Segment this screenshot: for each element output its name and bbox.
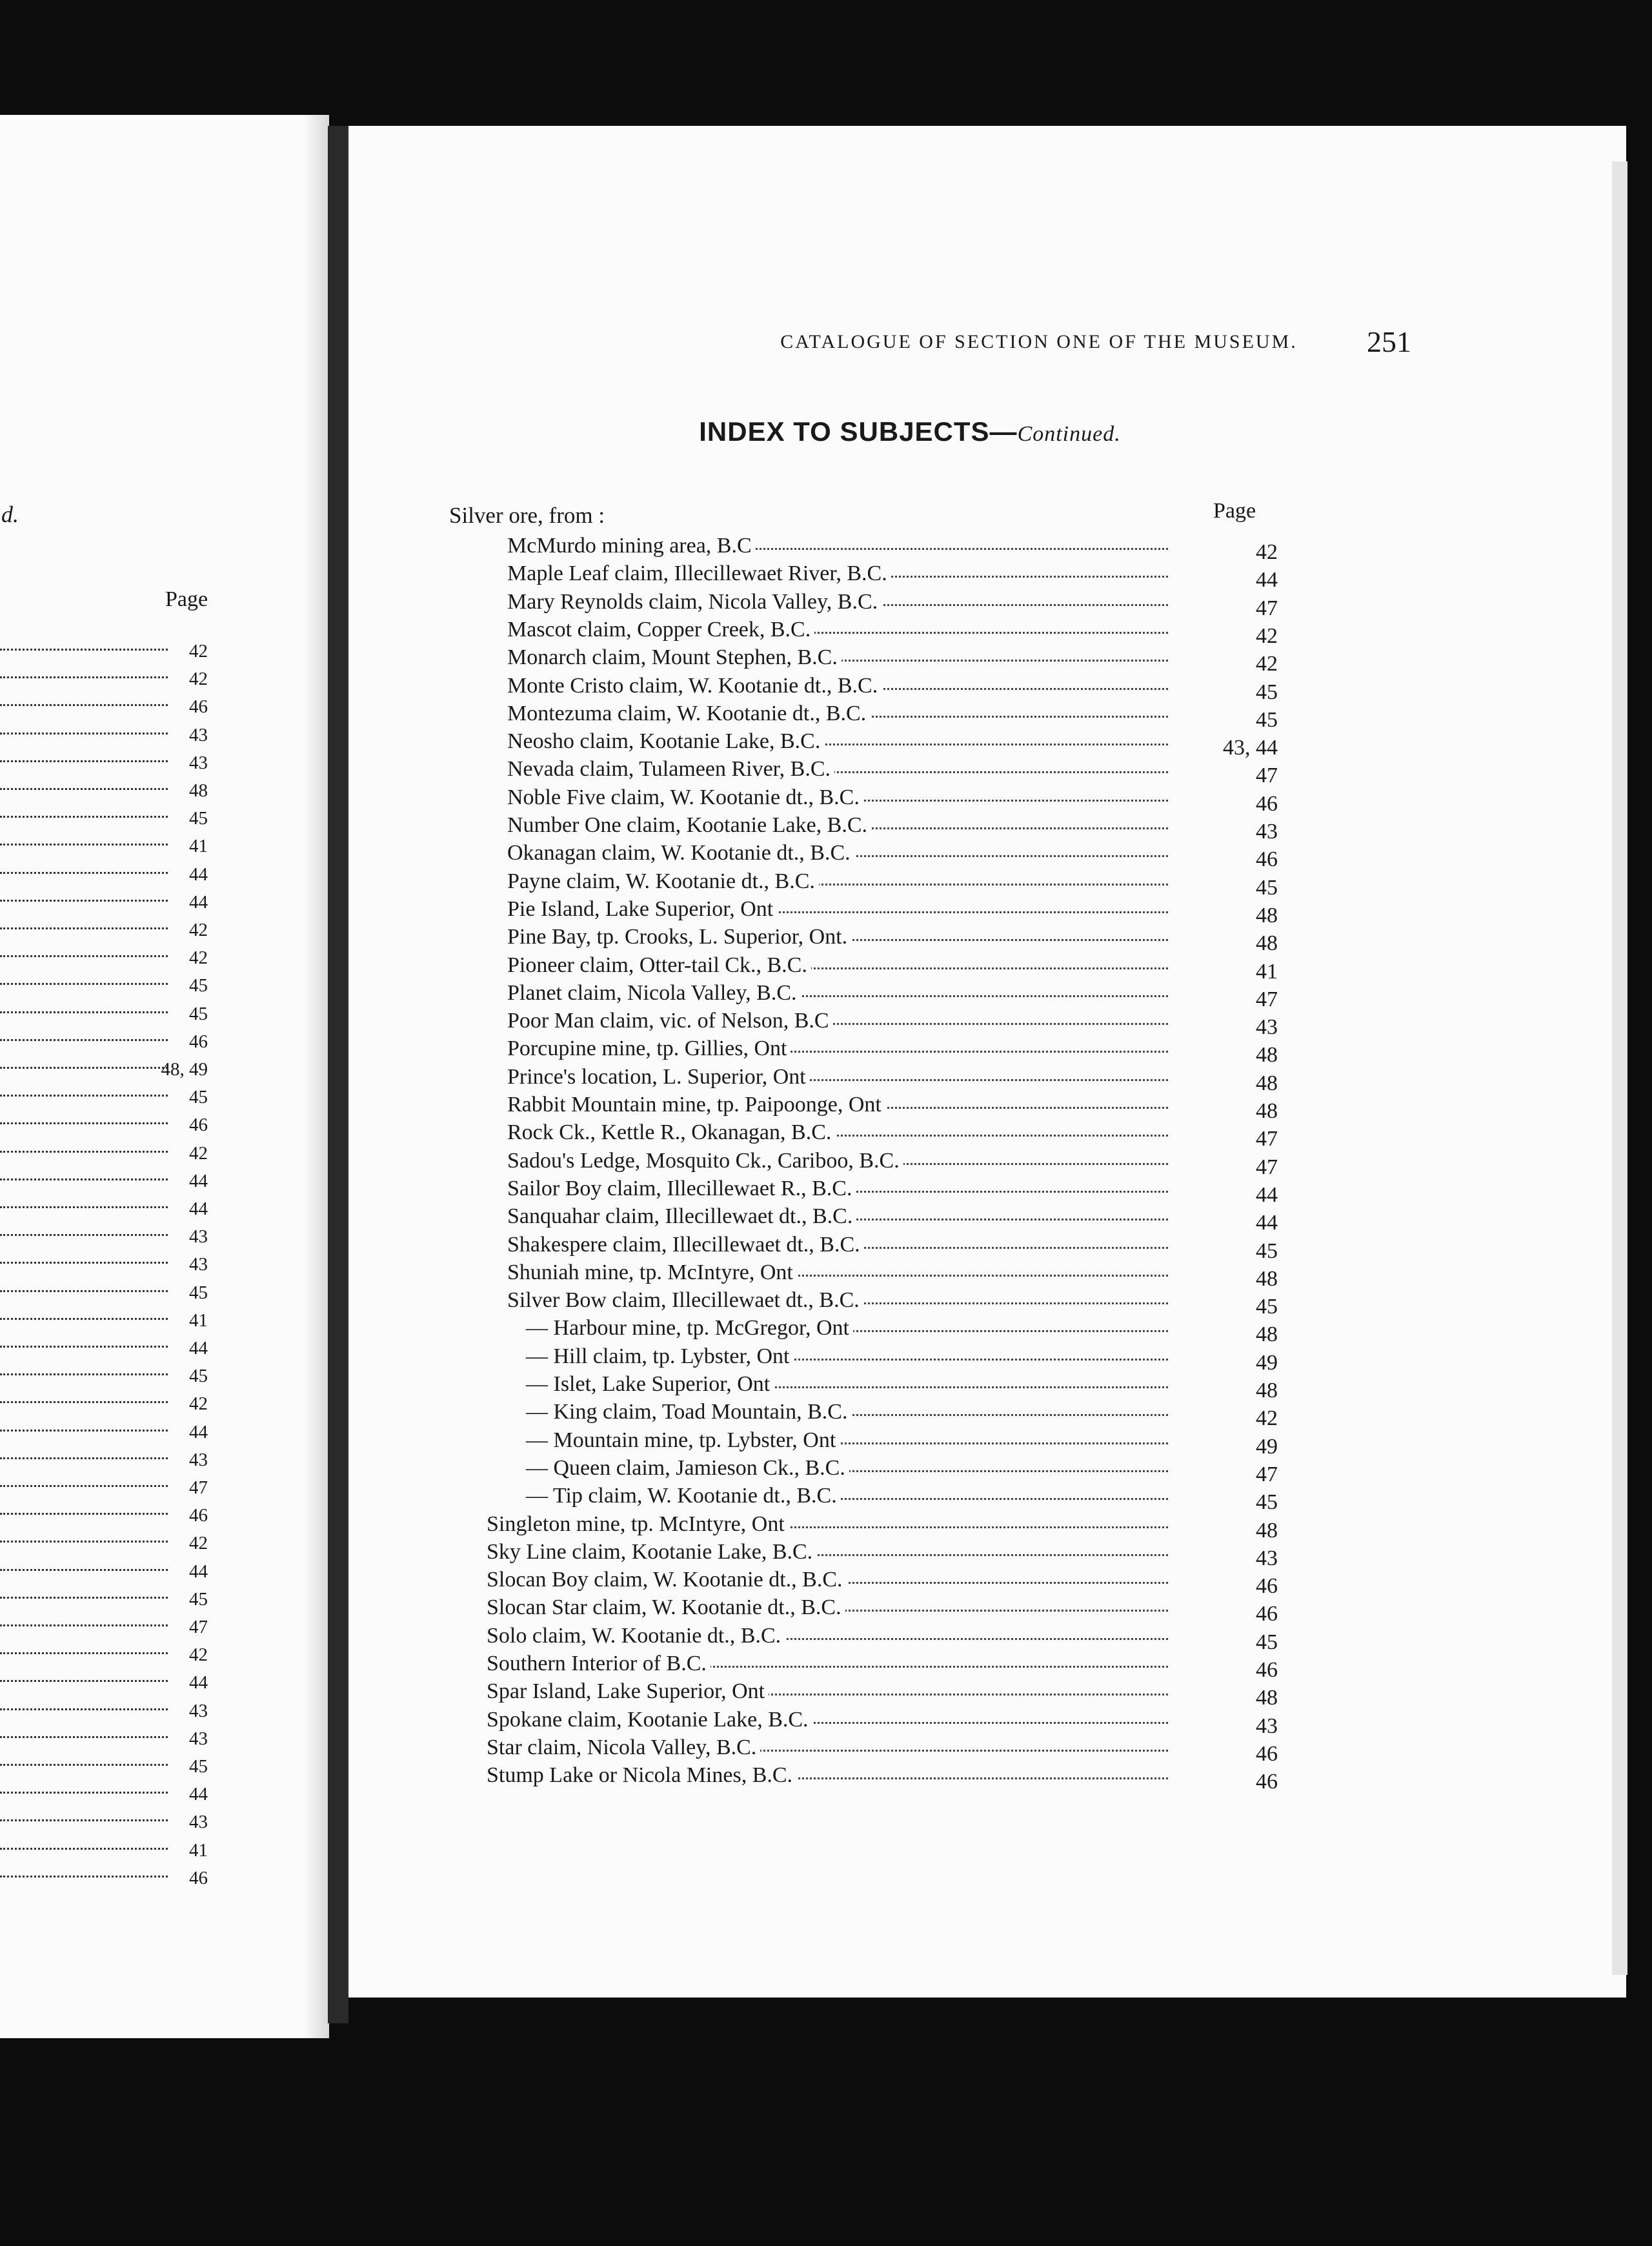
left-page-row [0, 1059, 208, 1085]
index-entry-label: — Hill claim, tp. Lybster, Ont [526, 1344, 793, 1369]
left-page-number: 48, 49 [161, 1059, 208, 1080]
left-page-row [0, 1004, 208, 1029]
index-entry [348, 896, 1278, 927]
page-column-header: Page [1213, 499, 1256, 523]
dot-leader [0, 1067, 168, 1069]
index-entry-label: Maple Leaf claim, Illecillewaet River, B.C. [507, 562, 891, 586]
left-page-number: 46 [189, 1867, 208, 1888]
index-entry-label: Montezuma claim, W. Kootanie dt., B.C. [507, 702, 870, 726]
left-page-row [0, 1087, 208, 1113]
dot-leader [0, 1848, 168, 1850]
index-entry-label: Southern Interior of B.C. [487, 1652, 710, 1676]
index-entry [348, 1539, 1278, 1570]
index-entry-label: Prince's location, L. Superior, Ont [507, 1065, 810, 1089]
index-entry [348, 729, 1278, 760]
dot-leader [0, 1541, 168, 1543]
dot-leader [0, 1318, 168, 1320]
index-entry-label: Slocan Star claim, W. Kootanie dt., B.C. [487, 1595, 845, 1620]
index-entry-label: Payne claim, W. Kootanie dt., B.C. [507, 869, 819, 894]
index-entry [348, 562, 1278, 592]
index-entry-label: Pioneer claim, Otter-tail Ck., B.C. [507, 953, 811, 978]
index-entry-label: Monarch claim, Mount Stephen, B.C. [507, 645, 841, 670]
index-entry-page: 48 [1256, 1071, 1278, 1095]
left-page-row [0, 753, 208, 778]
dot-leader [0, 760, 168, 762]
right-page-edge [1612, 161, 1627, 1975]
index-entry-page: 45 [1256, 875, 1278, 900]
index-entry [348, 1568, 1278, 1599]
index-entry [348, 1148, 1278, 1179]
left-page-number: 43 [189, 1700, 208, 1721]
index-entry-page: 43, 44 [1223, 736, 1278, 760]
left-page-number: 42 [189, 1644, 208, 1666]
left-page-row [0, 1450, 208, 1475]
left-page-row [0, 1505, 208, 1531]
left-page [0, 115, 328, 2038]
dot-leader [0, 1039, 168, 1041]
left-page-row [0, 1254, 208, 1280]
index-entry [348, 1400, 1278, 1431]
index-entry [348, 1288, 1278, 1319]
index-entry-page: 43 [1256, 1015, 1278, 1040]
index-entry-label: McMurdo mining area, B.C [507, 534, 756, 558]
left-page-number: 44 [189, 891, 208, 913]
index-entry-page: 48 [1256, 1266, 1278, 1291]
left-page-row [0, 1338, 208, 1364]
index-entry-label: Singleton mine, tp. McIntyre, Ont [487, 1512, 789, 1537]
index-entry-label: Neosho claim, Kootanie Lake, B.C. [507, 729, 824, 754]
dot-leader [0, 1652, 168, 1654]
left-page-number: 45 [189, 1588, 208, 1610]
index-entry [348, 617, 1278, 648]
index-entry-label: Poor Man claim, vic. of Nelson, B.C [507, 1009, 833, 1033]
left-page-row [0, 864, 208, 890]
index-entry-label: Sailor Boy claim, Illecillewaet R., B.C. [507, 1177, 856, 1201]
left-page-number: 46 [189, 1031, 208, 1052]
index-entry-page: 48 [1256, 903, 1278, 927]
index-entry-label: — King claim, Toad Mountain, B.C. [526, 1400, 851, 1424]
index-entry-page: 48 [1256, 1322, 1278, 1347]
index-entry-label: Spar Island, Lake Superior, Ont [487, 1679, 769, 1704]
index-entry-page: 48 [1256, 1043, 1278, 1067]
index-entry-page: 47 [1256, 1155, 1278, 1179]
index-entry-label: Planet claim, Nicola Valley, B.C. [507, 981, 801, 1006]
left-page-row [0, 1812, 208, 1837]
left-page-number: 45 [189, 975, 208, 997]
left-page-row [0, 1840, 208, 1866]
left-page-row [0, 892, 208, 918]
left-page-row [0, 1199, 208, 1224]
index-entry-label: Nevada claim, Tulameen River, B.C. [507, 757, 834, 782]
left-page-row [0, 1617, 208, 1643]
dot-leader [0, 733, 168, 734]
left-page-number: 42 [189, 920, 208, 940]
index-entry-label: — Harbour mine, tp. McGregor, Ont [526, 1316, 853, 1341]
index-entry [348, 1652, 1278, 1682]
dot-leader [0, 1569, 168, 1571]
left-page-row [0, 1031, 208, 1057]
index-entry-label: Sanquahar claim, Illecillewaet dt., B.C. [507, 1204, 856, 1229]
index-entry [348, 1204, 1278, 1235]
left-page-number: 43 [189, 1226, 208, 1248]
left-page-row [0, 920, 208, 946]
dot-leader [0, 1819, 168, 1821]
left-page-number: 43 [189, 1812, 208, 1833]
dot-leader [0, 1179, 168, 1180]
left-page-number: 46 [189, 1115, 208, 1136]
dot-leader [0, 1234, 168, 1236]
left-page-row [0, 975, 208, 1001]
dot-leader [0, 1401, 168, 1403]
dot-leader [0, 844, 168, 845]
index-entry-page: 44 [1256, 1182, 1278, 1207]
dot-leader [0, 900, 168, 902]
index-entry [348, 1428, 1278, 1459]
dot-leader [0, 1262, 168, 1264]
left-page-row [0, 808, 208, 834]
index-entry [348, 673, 1278, 704]
dot-leader [0, 1708, 168, 1710]
left-page-row [0, 1672, 208, 1698]
index-entry [348, 534, 1278, 564]
dot-leader [0, 676, 168, 678]
index-entry-label: Slocan Boy claim, W. Kootanie dt., B.C. [487, 1568, 847, 1592]
index-entry [348, 869, 1278, 900]
index-entry [348, 813, 1278, 844]
left-page-number: 41 [189, 836, 208, 857]
index-entry-page: 47 [1256, 764, 1278, 788]
left-page-number: 45 [189, 1282, 208, 1303]
dot-leader [0, 1373, 168, 1375]
index-entry-label: Mary Reynolds claim, Nicola Valley, B.C. [507, 590, 881, 614]
left-page-row [0, 1366, 208, 1391]
left-page-row [0, 947, 208, 973]
section-heading: Silver ore, from : [449, 503, 605, 528]
left-page-row [0, 1282, 208, 1308]
left-page-number: 46 [189, 1505, 208, 1526]
dot-leader [0, 1876, 168, 1877]
index-entry-page: 46 [1256, 1602, 1278, 1626]
index-entry-page: 45 [1256, 1295, 1278, 1319]
index-entry-label: Pine Bay, tp. Crooks, L. Superior, Ont. [507, 925, 851, 949]
dot-leader [0, 1485, 168, 1487]
index-entry [348, 785, 1278, 816]
left-page-row [0, 1784, 208, 1810]
index-entry [348, 1763, 1278, 1794]
index-entry-page: 41 [1256, 959, 1278, 984]
index-title-main: INDEX TO SUBJECTS— [699, 416, 1018, 447]
left-page-row [0, 1143, 208, 1169]
index-entry-page: 45 [1256, 1239, 1278, 1263]
dot-leader [0, 1346, 168, 1348]
index-entry [348, 1344, 1278, 1375]
left-page-row [0, 1171, 208, 1197]
index-entry [348, 1707, 1278, 1738]
index-entry-label: — Islet, Lake Superior, Ont [526, 1372, 774, 1397]
left-page-row [0, 725, 208, 751]
dot-leader [0, 1095, 168, 1097]
left-page-row [0, 1868, 208, 1894]
index-entry [348, 1316, 1278, 1347]
dot-leader [0, 927, 168, 929]
left-page-number: 42 [189, 1393, 208, 1415]
index-entry-label: Shakespere claim, Illecillewaet dt., B.C. [507, 1233, 864, 1257]
left-page-row [0, 669, 208, 694]
left-page-number: 47 [189, 1477, 208, 1498]
index-entry [348, 589, 1278, 620]
index-title-continued: Continued. [1017, 422, 1121, 446]
index-entry-page: 43 [1256, 1714, 1278, 1738]
dot-leader [0, 1011, 168, 1013]
index-entry [348, 1093, 1278, 1123]
left-page-row [0, 836, 208, 862]
dot-leader [0, 1206, 168, 1208]
left-page-column-header: Page [165, 587, 208, 611]
index-entry-page: 48 [1256, 931, 1278, 956]
index-entry [348, 757, 1278, 788]
dot-leader [0, 649, 168, 651]
index-entry-page: 43 [1256, 820, 1278, 844]
index-entry [348, 645, 1278, 676]
left-page-number: 45 [189, 808, 208, 829]
index-entry-label: Sky Line claim, Kootanie Lake, B.C. [487, 1540, 816, 1564]
left-page-number: 42 [189, 641, 208, 662]
index-entry-label: Shuniah mine, tp. McIntyre, Ont [507, 1260, 797, 1285]
dot-leader [0, 1624, 168, 1626]
left-page-number: 43 [189, 1449, 208, 1470]
left-page-number: 44 [189, 1199, 208, 1219]
dot-leader [0, 704, 168, 706]
dot-leader [0, 816, 168, 818]
left-page-row [0, 1701, 208, 1726]
left-page-number: 46 [189, 696, 208, 718]
running-head: CATALOGUE OF SECTION ONE OF THE MUSEUM. [780, 331, 1298, 352]
index-entry-page: 47 [1256, 1127, 1278, 1151]
left-page-number: 42 [189, 669, 208, 690]
left-page-row [0, 641, 208, 667]
dot-leader [0, 1513, 168, 1515]
index-entry-label: — Queen claim, Jamieson Ck., B.C. [526, 1456, 849, 1481]
left-page-number: 42 [189, 1142, 208, 1164]
index-entry-page: 42 [1256, 623, 1278, 648]
index-entry [348, 1009, 1278, 1040]
index-entry [348, 1037, 1278, 1067]
index-entry-label: Stump Lake or Nicola Mines, B.C. [487, 1763, 796, 1788]
dot-leader [0, 1151, 168, 1153]
index-entry-page: 47 [1256, 1462, 1278, 1486]
left-page-number: 41 [189, 1839, 208, 1861]
index-entry-page: 48 [1256, 1379, 1278, 1402]
dot-leader [0, 1792, 168, 1794]
index-entry-page: 46 [1256, 1770, 1278, 1794]
index-entry-page: 48 [1256, 1518, 1278, 1543]
index-title [626, 416, 1194, 447]
dot-leader [0, 1430, 168, 1432]
left-page-number: 44 [189, 1421, 208, 1442]
left-page-row [0, 1477, 208, 1503]
index-entry-page: 44 [1256, 1211, 1278, 1235]
index-entry-label: Okanagan claim, W. Kootanie dt., B.C. [507, 841, 854, 865]
index-entry-page: 48 [1256, 1099, 1278, 1123]
index-entry-page: 45 [1256, 1490, 1278, 1515]
index-entry-label: Silver Bow claim, Illecillewaet dt., B.C. [507, 1288, 863, 1313]
index-entry-page: 47 [1256, 596, 1278, 620]
index-entry-label: Pie Island, Lake Superior, Ont [507, 897, 777, 922]
dot-leader [0, 1290, 168, 1292]
left-page-number: 43 [189, 724, 208, 745]
index-entry-page: 47 [1256, 987, 1278, 1011]
index-entry-label: Spokane claim, Kootanie Lake, B.C. [487, 1708, 812, 1732]
index-entry [348, 841, 1278, 872]
left-page-number: 42 [189, 1533, 208, 1554]
dot-leader [0, 1736, 168, 1738]
left-page-row [0, 1644, 208, 1670]
left-page-number: 43 [189, 1254, 208, 1275]
index-entry-page: 45 [1256, 680, 1278, 704]
index-entry [348, 1176, 1278, 1207]
left-page-row [0, 1115, 208, 1140]
dot-leader [0, 1764, 168, 1766]
dot-leader [0, 1457, 168, 1459]
left-page-edge-text: d. [1, 501, 19, 527]
index-entry-label: — Tip claim, W. Kootanie dt., B.C. [526, 1484, 841, 1508]
index-entry-page: 46 [1256, 847, 1278, 872]
index-entry-label: Noble Five claim, W. Kootanie dt., B.C. [507, 785, 863, 810]
left-page-number: 44 [189, 1561, 208, 1582]
index-entry-page: 45 [1256, 707, 1278, 732]
index-entry-page: 49 [1256, 1350, 1278, 1375]
index-entry-page: 43 [1256, 1546, 1278, 1570]
dot-leader [0, 955, 168, 957]
index-entry-label: Solo claim, W. Kootanie dt., B.C. [487, 1624, 785, 1648]
left-page-row [0, 696, 208, 722]
index-entry-label: Mascot claim, Copper Creek, B.C. [507, 618, 814, 642]
left-page-row [0, 1728, 208, 1754]
index-entry-page: 46 [1256, 791, 1278, 816]
left-page-number: 44 [189, 1784, 208, 1805]
right-page [348, 126, 1626, 1998]
left-page-row [0, 1310, 208, 1336]
index-entry-page: 49 [1256, 1434, 1278, 1459]
dot-leader [0, 1122, 168, 1124]
index-entry-label: Rabbit Mountain mine, tp. Paipoonge, Ont [507, 1093, 885, 1117]
index-entry [348, 1455, 1278, 1486]
left-page-row [0, 1226, 208, 1252]
index-entry-page: 48 [1256, 1686, 1278, 1710]
index-entry [348, 1679, 1278, 1710]
index-entry-label: Sadou's Ledge, Mosquito Ck., Cariboo, B.C. [507, 1149, 903, 1173]
index-entry [348, 980, 1278, 1011]
left-page-row [0, 1422, 208, 1448]
left-page-row [0, 1561, 208, 1587]
index-entry-label: — Mountain mine, tp. Lybster, Ont [526, 1428, 840, 1453]
left-page-number: 47 [189, 1617, 208, 1637]
index-entry [348, 1260, 1278, 1291]
index-entry-page: 42 [1256, 652, 1278, 676]
left-page-row [0, 780, 208, 806]
left-page-number: 43 [189, 1728, 208, 1749]
dot-leader [0, 1597, 168, 1599]
index-entry [348, 1595, 1278, 1626]
dot-leader [0, 872, 168, 874]
book-spine [328, 126, 348, 2023]
index-entry [348, 1735, 1278, 1766]
index-entry-page: 46 [1256, 1574, 1278, 1599]
left-page-number: 48 [189, 780, 208, 801]
left-page-number: 45 [189, 1087, 208, 1108]
index-entry-page: 44 [1256, 568, 1278, 592]
index-entry-page: 45 [1256, 1630, 1278, 1654]
index-entry-label: Number One claim, Kootanie Lake, B.C. [507, 813, 871, 838]
left-page-row [0, 1533, 208, 1559]
index-entry [348, 1623, 1278, 1654]
index-entry [348, 925, 1278, 956]
left-page-number: 44 [189, 1338, 208, 1359]
index-entry-label: Star claim, Nicola Valley, B.C. [487, 1735, 760, 1760]
left-page-number: 44 [189, 1672, 208, 1694]
left-page-number: 44 [189, 864, 208, 885]
index-entry-label: Porcupine mine, tp. Gillies, Ont [507, 1037, 791, 1061]
left-page-row [0, 1756, 208, 1782]
left-page-number: 42 [189, 947, 208, 969]
index-entry [348, 1120, 1278, 1151]
index-entry [348, 1484, 1278, 1515]
left-page-number: 45 [189, 1003, 208, 1024]
index-entry [348, 1512, 1278, 1543]
index-entry [348, 1064, 1278, 1095]
index-entry-label: Rock Ck., Kettle R., Okanagan, B.C. [507, 1120, 835, 1145]
left-page-number: 43 [189, 752, 208, 773]
left-page-number: 45 [189, 1756, 208, 1777]
index-entry-page: 42 [1256, 540, 1278, 564]
left-page-number: 44 [189, 1170, 208, 1191]
index-entry [348, 1232, 1278, 1263]
left-page-gutter [303, 115, 329, 2038]
page-number: 251 [1367, 325, 1411, 358]
dot-leader [0, 1680, 168, 1682]
left-page-row [0, 1589, 208, 1615]
dot-leader [0, 788, 168, 790]
index-entry [348, 953, 1278, 984]
left-page-number: 41 [189, 1310, 208, 1331]
index-entry-label: Monte Cristo claim, W. Kootanie dt., B.C. [507, 674, 881, 698]
index-entry-page: 46 [1256, 1741, 1278, 1766]
dot-leader [0, 983, 168, 985]
left-page-number: 45 [189, 1366, 208, 1387]
left-page-row [0, 1393, 208, 1419]
index-entry [348, 701, 1278, 732]
index-entry-page: 46 [1256, 1658, 1278, 1682]
index-entry-page: 42 [1256, 1406, 1278, 1431]
index-entry [348, 1372, 1278, 1402]
